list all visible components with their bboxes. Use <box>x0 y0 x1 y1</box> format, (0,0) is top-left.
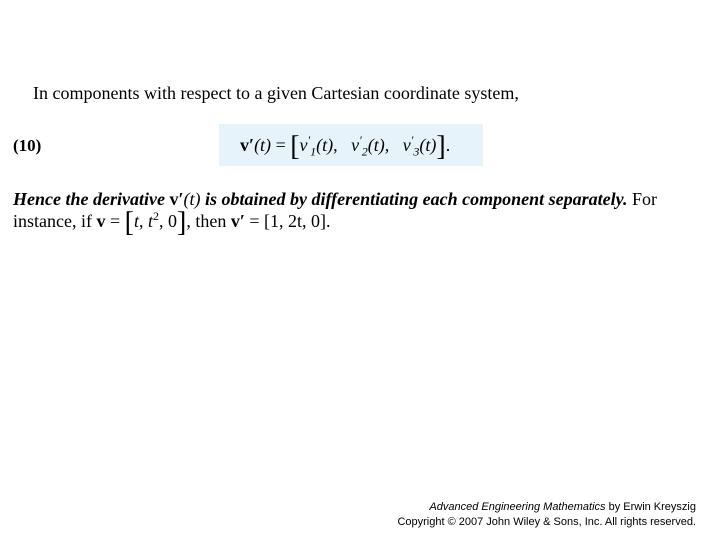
book-author: by Erwin Kreyszig <box>605 501 696 513</box>
intro-text: In components with respect to a given Cartesian coordinate system, <box>33 83 519 103</box>
copyright-line: Copyright © 2007 John Wiley & Sons, Inc. All rights reserved. <box>397 516 696 528</box>
book-title: Advanced Engineering Mathematics <box>429 501 606 513</box>
example-result: [1, 2t, 0]. <box>264 211 331 231</box>
explanation-paragraph: Hence the derivative v′(t) is obtained by differentiating each component separately. For instance, if v = [t, $t^2$, 0], then v′ = [1, 2t, 0]. <box>13 189 658 238</box>
para-bold-end: is obtained by differentiating each component separately. <box>200 189 628 209</box>
para-line2: instance, if <box>13 211 97 231</box>
eq-comp3: $v'_3(t)$ <box>402 133 437 159</box>
eq-lhs-prime: ′ <box>249 135 255 155</box>
equation-10 <box>240 131 451 162</box>
footer-credit <box>397 500 696 530</box>
eq-close-bracket: ] <box>436 131 446 162</box>
eq-lhs-vector: v <box>240 135 249 155</box>
eq-lhs-arg: (t) <box>254 135 272 155</box>
eq-comp2: $v'_2(t)$, <box>351 133 390 159</box>
eq-comp1: $v'_1(t)$, <box>299 133 338 159</box>
para-bold-start: Hence the derivative <box>13 189 170 209</box>
eq-open-bracket: [ <box>290 131 300 162</box>
eq-equals: = <box>275 135 286 155</box>
equation-number: (10) <box>13 136 42 155</box>
eq-period: . <box>445 135 451 155</box>
